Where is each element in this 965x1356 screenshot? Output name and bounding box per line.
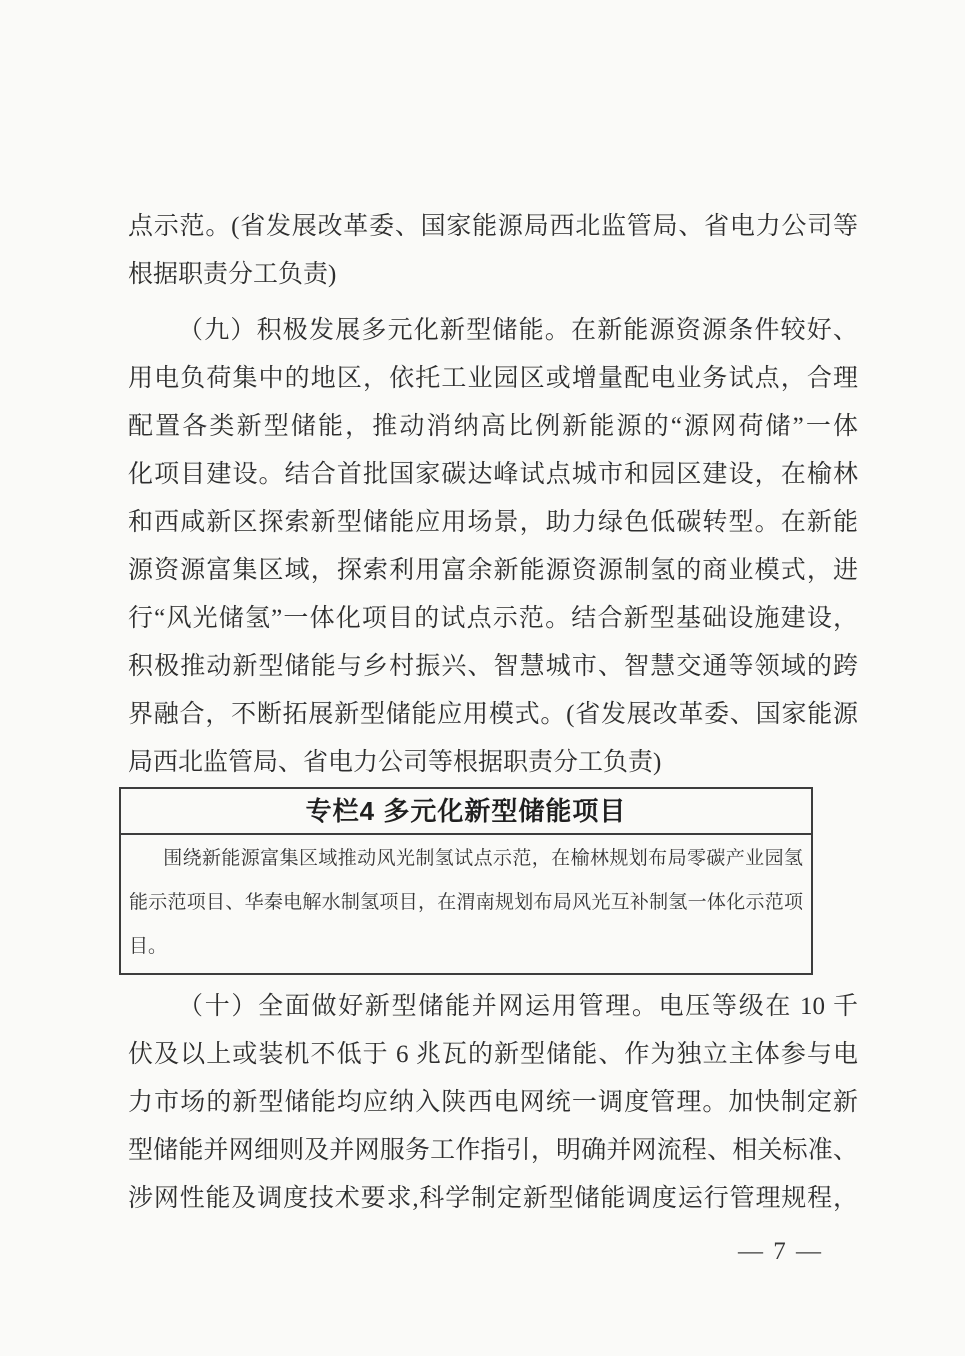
text-line: 界融合，不断拓展新型储能应用模式。(省发展改革委、国家能源 [128,701,858,728]
box-title: 专栏4 多元化新型储能项目 [121,789,811,835]
text-line: 目。 [129,936,168,957]
paragraph-continuation [128,203,858,299]
box-body [121,835,811,973]
text-line: （九）积极发展多元化新型储能。在新能源资源条件较好、 [178,317,858,344]
text-line: 涉网性能及调度技术要求,科学制定新型储能调度运行管理规程， [128,1185,858,1212]
column-box-4 [119,787,813,975]
text-line: 伏及以上或装机不低于 6 兆瓦的新型储能、作为独立主体参与电 [128,1041,858,1068]
text-line: 点示范。(省发展改革委、国家能源局西北监管局、省电力公司等 [128,213,858,240]
text-line: 根据职责分工负责) [128,261,337,288]
text-line: 源资源富集区域，探索利用富余新能源资源制氢的商业模式，进 [128,557,858,584]
text-line: （十）全面做好新型储能并网运用管理。电压等级在 10 千 [178,993,858,1020]
text-line: 行“风光储氢”一体化项目的试点示范。结合新型基础设施建设， [128,605,858,632]
text-line: 围绕新能源富集区域推动风光制氢试点示范，在榆林规划布局零碳产业园氢 [163,848,803,869]
text-line: 局西北监管局、省电力公司等根据职责分工负责) [128,749,662,776]
paragraph-item-10 [128,983,858,1223]
paragraph-item-9 [128,307,858,787]
text-line: 用电负荷集中的地区，依托工业园区或增量配电业务试点，合理 [128,365,858,392]
text-line: 力市场的新型储能均应纳入陕西电网统一调度管理。加快制定新 [128,1089,858,1116]
text-line: 能示范项目、华秦电解水制氢项目，在渭南规划布局风光互补制氢一体化示范项 [129,892,803,913]
text-line: 型储能并网细则及并网服务工作指引，明确并网流程、相关标准、 [128,1137,858,1164]
page-content [128,203,858,1223]
text-line: 和西咸新区探索新型储能应用场景，助力绿色低碳转型。在新能 [128,509,858,536]
text-line: 配置各类新型储能，推动消纳高比例新能源的“源网荷储”一体 [128,413,858,440]
text-line: 化项目建设。结合首批国家碳达峰试点城市和园区建设，在榆林 [128,461,858,488]
page-number: — 7 — [738,1238,823,1265]
text-line: 积极推动新型储能与乡村振兴、智慧城市、智慧交通等领域的跨 [128,653,858,680]
